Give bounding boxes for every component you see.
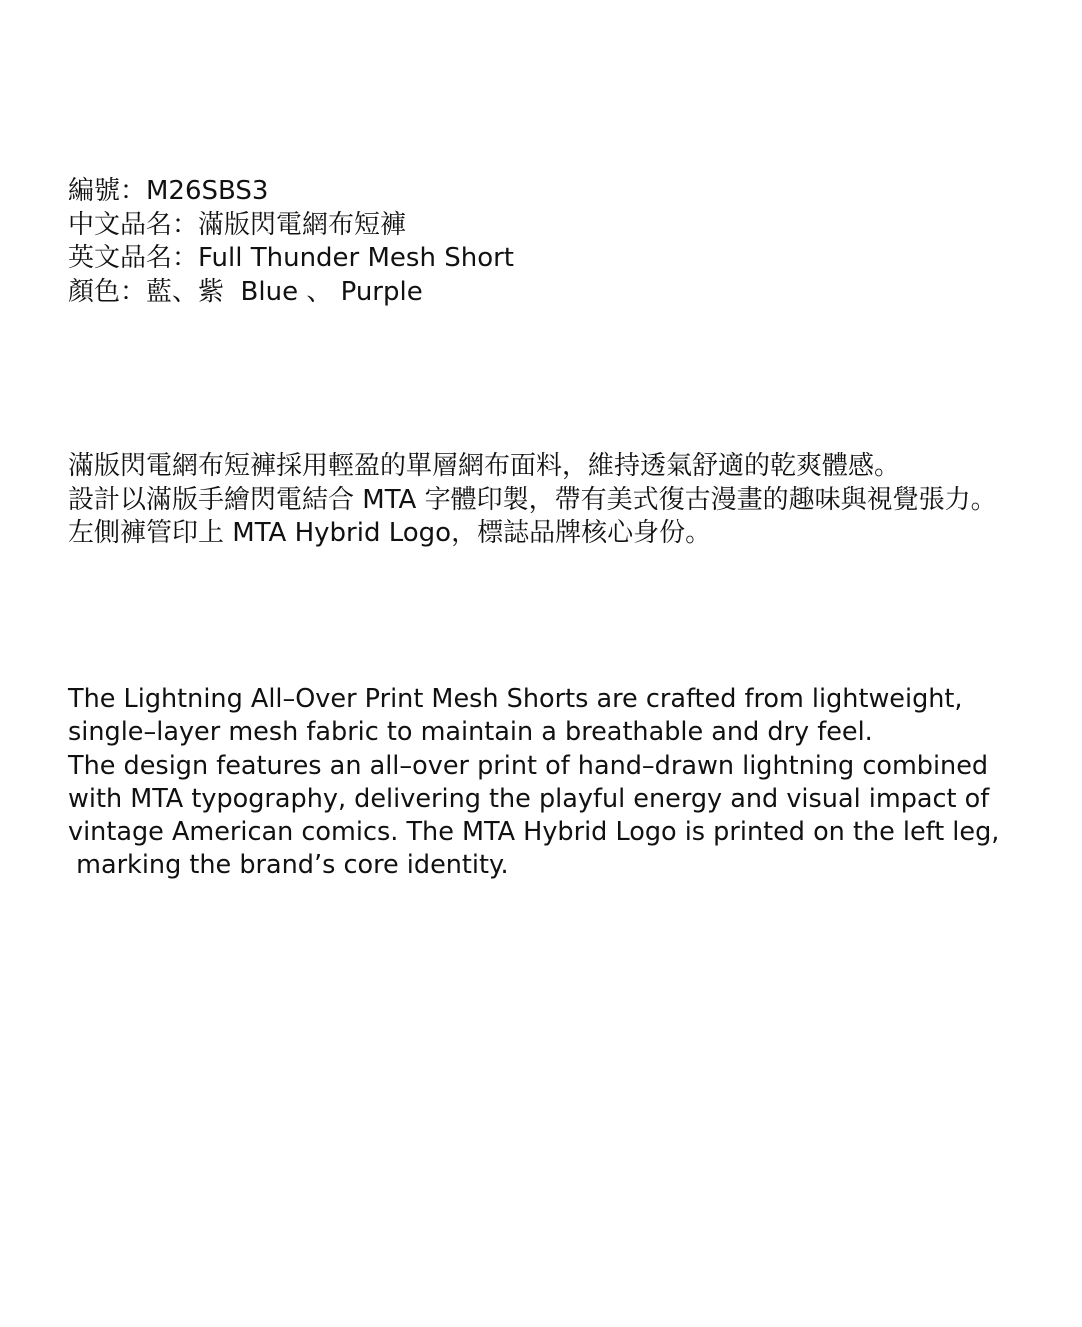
product-name-chinese: 中文品名：滿版閃電網布短褲	[68, 209, 407, 240]
chinese-description-line: 設計以滿版手繪閃電結合 MTA 字體印製，帶有美式復古漫畫的趣味與視覺張力。	[68, 484, 997, 515]
chinese-description	[68, 450, 997, 551]
chinese-description-line: 左側褲管印上 MTA Hybrid Logo，標誌品牌核心身份。	[68, 518, 712, 548]
english-description	[68, 683, 999, 883]
product-code: 編號：M26SBS3	[68, 176, 269, 206]
english-description-line: single–layer mesh fabric to maintain a breathable and dry feel.	[68, 717, 873, 748]
english-description-line: The Lightning All–Over Print Mesh Shorts are crafted from lightweight,	[68, 684, 963, 714]
english-description-line: with MTA typography, delivering the playful energy and visual impact of	[68, 783, 990, 814]
english-description-line: marking the brand’s core identity.	[68, 850, 509, 881]
english-description-line: The design features an all–over print of hand–drawn lightning combined	[68, 750, 989, 781]
product-spec-block	[68, 175, 514, 309]
english-description-line: vintage American comics. The MTA Hybrid Logo is printed on the left leg,	[68, 817, 1000, 848]
chinese-description-line: 滿版閃電網布短褲採用輕盈的單層網布面料，維持透氣舒適的乾爽體感。	[68, 451, 901, 481]
product-colors: 顏色：藍、紫 Blue 、 Purple	[68, 276, 423, 307]
product-name-english: 英文品名：Full Thunder Mesh Short	[68, 243, 514, 273]
